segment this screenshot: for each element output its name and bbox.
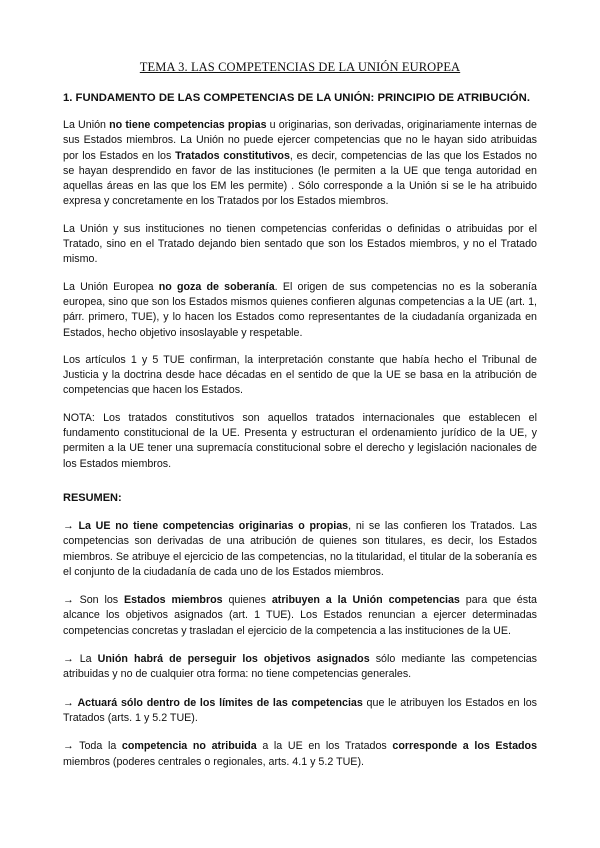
document-page xyxy=(63,60,537,783)
summary-item-4: → Actuará sólo dentro de los límites de las competencias que le atribuyen los Estados en los Tratados (arts. 1 y 5.2 TUE). xyxy=(63,696,537,724)
section-heading: 1. FUNDAMENTO DE LAS COMPETENCIAS DE LA UNIÓN: PRINCIPIO DE ATRIBUCIÓN. xyxy=(63,92,530,104)
note-paragraph: NOTA: Los tratados constitutivos son aquellos tratados internacionales que establecen el fundamento constitucional de la UE. Presenta y estructuran el ordenamiento jurídico de la UE, y permiten a la UE tener una supremacía constitucional sobre el derecho y legislación nacionales de los Estados miembros. xyxy=(63,411,537,470)
paragraph-1: La Unión no tiene competencias propias u originarias, son derivadas, originariamente internas de sus Estados miembros. La Unión no puede ejercer competencias que no le hayan sido atribuidas por los Estados en los Tratados constitutivos, es decir, competencias de las que los Estados no se hayan desprendido en favor de las instituciones (le permiten a la UE que tenga autoridad en aquellas áreas en las que los EM les permite) . Sólo corresponde a la Unión si se le ha atribuido expresa y concretamente en los Tratados por los Estados miembros. xyxy=(63,119,538,208)
paragraph-2: La Unión y sus instituciones no tienen competencias conferidas o definidas o atribuidas por el Tratado, sino en el Tratado dejando bien sentado que son los Estados miembros, y no el Tratado mismo. xyxy=(63,222,537,266)
paragraph-3: La Unión Europea no goza de soberanía. El origen de sus competencias no es la soberanía europea, sino que son los Estados mismos quienes confieren algunas competencias a la UE (art. 1, párr. primero, TUE), y lo hacen los Estados como representantes de la ciudadanía organizada en Estados, hecho objetivo insoslayable y respetable. xyxy=(63,280,537,339)
paragraph-4: Los artículos 1 y 5 TUE confirman, la interpretación constante que había hecho el Tribunal de Justicia y la doctrina desde hace décadas en el sentido de que la UE se basa en la atribución de competencias que hacen los Estados. xyxy=(63,353,537,397)
summary-item-3: → La Unión habrá de perseguir los objetivos asignados sólo mediante las competencias atribuidas y no de cualquier otra forma: no tiene competencias generales. xyxy=(63,653,537,681)
summary-item-5: → Toda la competencia no atribuida a la UE en los Tratados corresponde a los Estados miembros (poderes centrales o regionales, arts. 4.1 y 5.2 TUE). xyxy=(63,740,538,768)
summary-item-2: → Son los Estados miembros quienes atribuyen a la Unión competencias para que ésta alcance los objetivos asignados (art. 1 TUE). Los Estados renuncian a ejercer determinadas competencias concretas y trasladan el ejercicio de la competencia a las instituciones de la UE. xyxy=(63,594,537,637)
summary-heading: RESUMEN: xyxy=(63,491,122,504)
summary-item-1: → La UE no tiene competencias originarias o propias, ni se las confieren los Tratados. Las competencias son derivadas de una atribución de quienes son titulares, es decir, los Estados miembros. Se atribuye el ejercicio de las competencias, no la titularidad, el titular de la soberanía es el conjunto de la ciudadanía de cada uno de los Estados miembros. xyxy=(63,519,537,578)
document-title: TEMA 3. LAS COMPETENCIAS DE LA UNIÓN EUROPEA xyxy=(139,60,461,74)
